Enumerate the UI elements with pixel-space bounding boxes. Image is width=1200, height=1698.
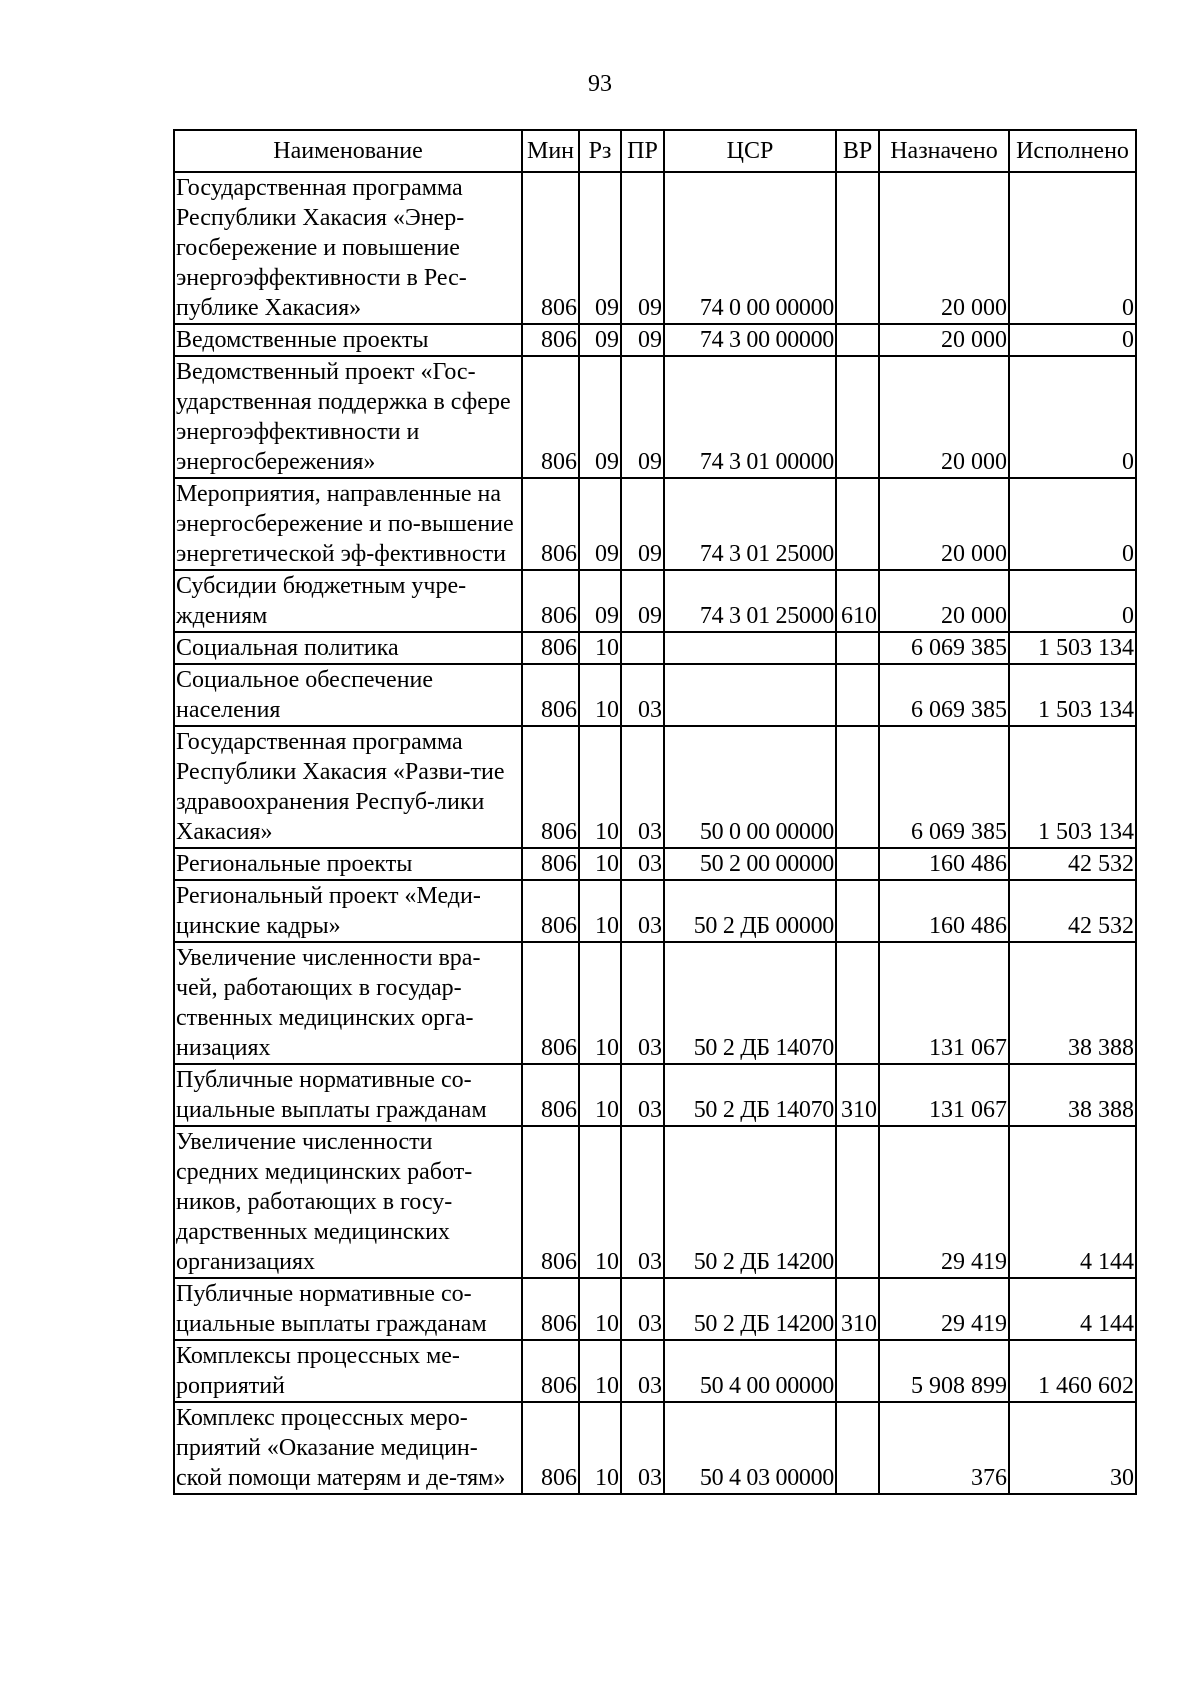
cell-min: 806: [522, 570, 579, 632]
cell-pr: 09: [621, 324, 664, 356]
cell-vr: [836, 1126, 879, 1278]
cell-min: 806: [522, 1278, 579, 1340]
cell-rz: 10: [579, 664, 621, 726]
cell-min: 806: [522, 726, 579, 848]
cell-vr: [836, 726, 879, 848]
cell-planned: 20 000: [879, 324, 1009, 356]
cell-executed: 42 532: [1009, 848, 1136, 880]
cell-name: Региональные проекты: [174, 848, 522, 880]
cell-name: Ведомственный проект «Гос-ударственная поддержка в сфере энергоэффективности и энергосбережения»: [174, 356, 522, 478]
cell-rz: 10: [579, 848, 621, 880]
cell-csr: 74 3 01 25000: [664, 478, 836, 570]
cell-name: Ведомственные проекты: [174, 324, 522, 356]
cell-executed: 0: [1009, 478, 1136, 570]
cell-csr: 50 0 00 00000: [664, 726, 836, 848]
cell-csr: 50 4 03 00000: [664, 1402, 836, 1494]
table-row: [174, 1402, 1136, 1494]
cell-vr: [836, 1402, 879, 1494]
cell-name: Публичные нормативные со-циальные выплаты гражданам: [174, 1064, 522, 1126]
cell-name: Комплексы процессных ме-роприятий: [174, 1340, 522, 1402]
column-header-planned: Назначено: [879, 130, 1009, 172]
cell-executed: 0: [1009, 570, 1136, 632]
cell-min: 806: [522, 1340, 579, 1402]
cell-rz: 10: [579, 632, 621, 664]
cell-rz: 10: [579, 1340, 621, 1402]
table-row: [174, 632, 1136, 664]
cell-rz: 10: [579, 880, 621, 942]
cell-vr: [836, 632, 879, 664]
cell-name: Региональный проект «Меди-цинские кадры»: [174, 880, 522, 942]
cell-planned: 5 908 899: [879, 1340, 1009, 1402]
cell-name: Субсидии бюджетным учре-ждениям: [174, 570, 522, 632]
cell-vr: [836, 848, 879, 880]
table-row: [174, 942, 1136, 1064]
cell-min: 806: [522, 632, 579, 664]
cell-executed: 30: [1009, 1402, 1136, 1494]
cell-name: Увеличение численности вра-чей, работающих в государ-ственных медицинских орга-низациях: [174, 942, 522, 1064]
cell-planned: 29 419: [879, 1126, 1009, 1278]
cell-pr: 03: [621, 848, 664, 880]
cell-csr: [664, 664, 836, 726]
cell-pr: 03: [621, 880, 664, 942]
cell-rz: 10: [579, 942, 621, 1064]
table-row: [174, 880, 1136, 942]
cell-executed: 1 503 134: [1009, 664, 1136, 726]
cell-name: Увеличение численности средних медицинских работ-ников, работающих в госу-дарственных медицинских организациях: [174, 1126, 522, 1278]
column-header-vr: ВР: [836, 130, 879, 172]
table-row: [174, 1126, 1136, 1278]
cell-min: 806: [522, 172, 579, 324]
cell-rz: 09: [579, 356, 621, 478]
cell-csr: 50 2 ДБ 00000: [664, 880, 836, 942]
cell-csr: 50 2 ДБ 14200: [664, 1278, 836, 1340]
cell-name: Государственная программа Республики Хакасия «Энер-госбережение и повышение энергоэффективности в Рес-публике Хакасия»: [174, 172, 522, 324]
column-header-rz: Рз: [579, 130, 621, 172]
cell-executed: 38 388: [1009, 942, 1136, 1064]
cell-pr: 03: [621, 1126, 664, 1278]
cell-pr: 03: [621, 942, 664, 1064]
cell-executed: 4 144: [1009, 1278, 1136, 1340]
cell-planned: 20 000: [879, 478, 1009, 570]
page-number: 93: [588, 71, 612, 97]
column-header-csr: ЦСР: [664, 130, 836, 172]
cell-rz: 10: [579, 1064, 621, 1126]
cell-executed: 4 144: [1009, 1126, 1136, 1278]
cell-csr: 50 2 00 00000: [664, 848, 836, 880]
cell-csr: 74 3 01 25000: [664, 570, 836, 632]
table-row: [174, 848, 1136, 880]
cell-executed: 42 532: [1009, 880, 1136, 942]
column-header-min: Мин: [522, 130, 579, 172]
cell-rz: 10: [579, 1278, 621, 1340]
cell-planned: 131 067: [879, 942, 1009, 1064]
table-row: [174, 1278, 1136, 1340]
cell-pr: 03: [621, 1340, 664, 1402]
cell-planned: 160 486: [879, 848, 1009, 880]
cell-pr: 03: [621, 1064, 664, 1126]
cell-planned: 6 069 385: [879, 664, 1009, 726]
table-row: [174, 570, 1136, 632]
cell-pr: 09: [621, 570, 664, 632]
cell-csr: 74 3 00 00000: [664, 324, 836, 356]
cell-rz: 09: [579, 172, 621, 324]
cell-vr: [836, 478, 879, 570]
cell-executed: 0: [1009, 324, 1136, 356]
cell-planned: 160 486: [879, 880, 1009, 942]
cell-planned: 6 069 385: [879, 726, 1009, 848]
cell-executed: 0: [1009, 356, 1136, 478]
cell-name: Социальная политика: [174, 632, 522, 664]
cell-vr: [836, 324, 879, 356]
table-row: [174, 726, 1136, 848]
cell-rz: 09: [579, 324, 621, 356]
cell-rz: 10: [579, 726, 621, 848]
cell-csr: 50 2 ДБ 14070: [664, 1064, 836, 1126]
cell-planned: 20 000: [879, 172, 1009, 324]
cell-name: Государственная программа Республики Хакасия «Разви-тие здравоохранения Респуб-лики Хакасия»: [174, 726, 522, 848]
cell-csr: 74 0 00 00000: [664, 172, 836, 324]
cell-csr: 50 4 00 00000: [664, 1340, 836, 1402]
cell-pr: [621, 632, 664, 664]
cell-vr: [836, 880, 879, 942]
cell-pr: 03: [621, 1278, 664, 1340]
cell-csr: 50 2 ДБ 14070: [664, 942, 836, 1064]
cell-min: 806: [522, 848, 579, 880]
cell-name: Публичные нормативные со-циальные выплаты гражданам: [174, 1278, 522, 1340]
table-row: [174, 172, 1136, 324]
cell-vr: 610: [836, 570, 879, 632]
cell-min: 806: [522, 356, 579, 478]
table-row: [174, 356, 1136, 478]
header-row: [174, 130, 1136, 172]
cell-executed: 38 388: [1009, 1064, 1136, 1126]
table-header: [174, 130, 1136, 172]
cell-min: 806: [522, 324, 579, 356]
cell-rz: 09: [579, 570, 621, 632]
cell-pr: 03: [621, 726, 664, 848]
table-row: [174, 478, 1136, 570]
cell-rz: 10: [579, 1402, 621, 1494]
table-row: [174, 664, 1136, 726]
cell-min: 806: [522, 1402, 579, 1494]
cell-vr: [836, 356, 879, 478]
table-row: [174, 324, 1136, 356]
cell-planned: 29 419: [879, 1278, 1009, 1340]
cell-vr: 310: [836, 1278, 879, 1340]
cell-executed: 1 503 134: [1009, 632, 1136, 664]
cell-pr: 09: [621, 356, 664, 478]
cell-name: Комплекс процессных меро-приятий «Оказание медицин-ской помощи матерям и де-тям»: [174, 1402, 522, 1494]
cell-pr: 03: [621, 664, 664, 726]
cell-planned: 376: [879, 1402, 1009, 1494]
cell-executed: 1 503 134: [1009, 726, 1136, 848]
cell-rz: 10: [579, 1126, 621, 1278]
cell-csr: [664, 632, 836, 664]
cell-min: 806: [522, 478, 579, 570]
table-body: [174, 172, 1136, 1494]
cell-vr: [836, 664, 879, 726]
column-header-name: Наименование: [174, 130, 522, 172]
cell-csr: 74 3 01 00000: [664, 356, 836, 478]
cell-vr: 310: [836, 1064, 879, 1126]
cell-planned: 131 067: [879, 1064, 1009, 1126]
cell-pr: 09: [621, 172, 664, 324]
cell-pr: 09: [621, 478, 664, 570]
cell-min: 806: [522, 942, 579, 1064]
column-header-executed: Исполнено: [1009, 130, 1136, 172]
budget-execution-table: [173, 129, 1137, 1495]
table-row: [174, 1064, 1136, 1126]
cell-min: 806: [522, 880, 579, 942]
cell-rz: 09: [579, 478, 621, 570]
column-header-pr: ПР: [621, 130, 664, 172]
cell-planned: 6 069 385: [879, 632, 1009, 664]
cell-pr: 03: [621, 1402, 664, 1494]
cell-min: 806: [522, 664, 579, 726]
cell-min: 806: [522, 1126, 579, 1278]
cell-csr: 50 2 ДБ 14200: [664, 1126, 836, 1278]
cell-min: 806: [522, 1064, 579, 1126]
cell-name: Мероприятия, направленные на энергосбережение и по-вышение энергетической эф-фективности: [174, 478, 522, 570]
cell-executed: 1 460 602: [1009, 1340, 1136, 1402]
cell-executed: 0: [1009, 172, 1136, 324]
cell-planned: 20 000: [879, 356, 1009, 478]
cell-planned: 20 000: [879, 570, 1009, 632]
cell-vr: [836, 1340, 879, 1402]
cell-vr: [836, 942, 879, 1064]
cell-vr: [836, 172, 879, 324]
table-row: [174, 1340, 1136, 1402]
cell-name: Социальное обеспечение населения: [174, 664, 522, 726]
